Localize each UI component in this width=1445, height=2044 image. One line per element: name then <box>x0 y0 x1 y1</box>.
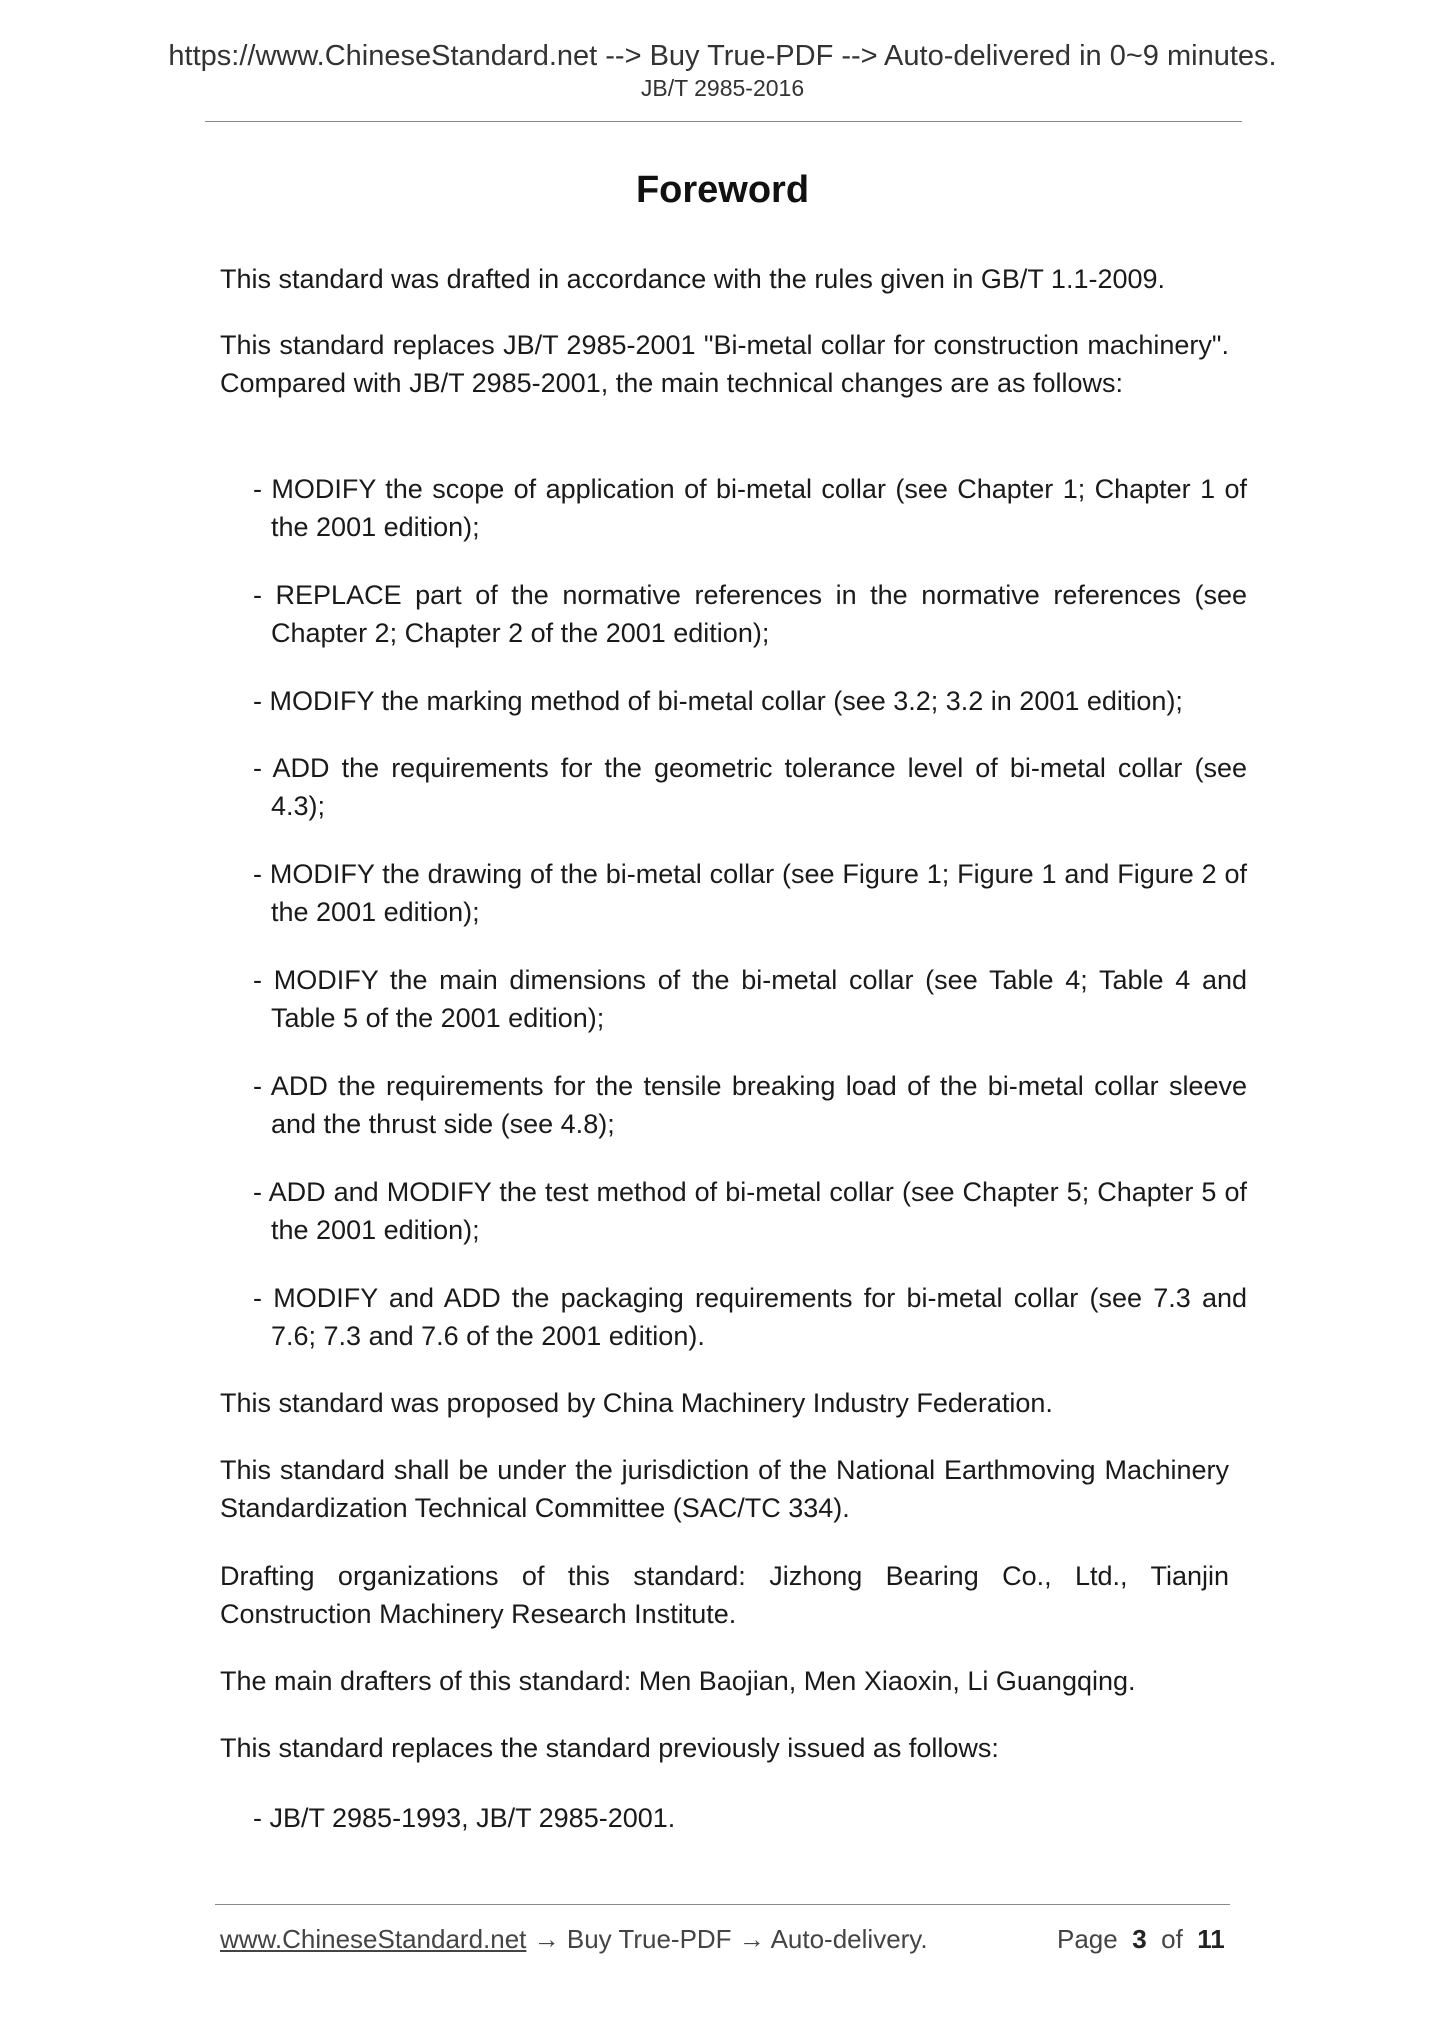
paragraph-replaces: This standard replaces JB/T 2985-2001 "Bi-metal collar for construction machinery". Compared with JB/T 2985-2001, the main technical changes are as follows: <box>220 330 1229 398</box>
change-item: - ADD the requirements for the geometric tolerance level of bi-metal collar (see 4.3); <box>253 753 1247 821</box>
page-of-label: of <box>1161 1924 1183 1954</box>
footer-tagline: → Buy True-PDF → Auto-delivery. <box>526 1924 928 1954</box>
previous-edition-item: - JB/T 2985-1993, JB/T 2985-2001. <box>253 1803 676 1833</box>
change-item: - MODIFY the main dimensions of the bi-metal collar (see Table 4; Table 4 and Table 5 of the 2001 edition); <box>253 965 1247 1033</box>
page-title: Foreword <box>635 169 810 211</box>
footer-website-link[interactable]: www.ChineseStandard.net <box>220 1924 527 1954</box>
page-current-number: 3 <box>1132 1924 1147 1954</box>
change-item: - MODIFY the marking method of bi-metal collar (see 3.2; 3.2 in 2001 edition); <box>253 686 1183 716</box>
paragraph-drafting-rules: This standard was drafted in accordance with the rules given in GB/T 1.1-2009. <box>220 264 1166 294</box>
footer-divider <box>215 1904 1230 1905</box>
page-total-number: 11 <box>1197 1924 1225 1954</box>
page-indicator <box>1057 1924 1225 1954</box>
paragraph-drafters: The main drafters of this standard: Men Baojian, Men Xiaoxin, Li Guangqing. <box>220 1666 1136 1696</box>
header-divider <box>205 121 1242 122</box>
change-item: - MODIFY and ADD the packaging requirements for bi-metal collar (see 7.3 and 7.6; 7.3 and 7.6 of the 2001 edition). <box>253 1283 1247 1351</box>
paragraph-drafting-organizations: Drafting organizations of this standard: Jizhong Bearing Co., Ltd., Tianjin Construction Machinery Research Institute. <box>220 1561 1229 1629</box>
page-label: Page <box>1057 1924 1118 1954</box>
paragraph-jurisdiction: This standard shall be under the jurisdiction of the National Earthmoving Machinery Standardization Technical Committee (SAC/TC 334). <box>220 1455 1229 1523</box>
change-item: - ADD the requirements for the tensile breaking load of the bi-metal collar sleeve and the thrust side (see 4.8); <box>253 1071 1247 1139</box>
top-banner: https://www.ChineseStandard.net --> Buy True-PDF --> Auto-delivered in 0~9 minutes. <box>168 40 1277 72</box>
change-item: - REPLACE part of the normative references in the normative references (see Chapter 2; Chapter 2 of the 2001 edition); <box>253 580 1247 648</box>
paragraph-previous-issues: This standard replaces the standard previously issued as follows: <box>220 1733 999 1763</box>
document-code: JB/T 2985-2016 <box>640 75 805 101</box>
change-item: - MODIFY the scope of application of bi-metal collar (see Chapter 1; Chapter 1 of the 2001 edition); <box>253 474 1247 542</box>
footer-promo <box>220 1924 928 1954</box>
paragraph-proposed-by: This standard was proposed by China Machinery Industry Federation. <box>220 1388 1053 1418</box>
change-item: - ADD and MODIFY the test method of bi-metal collar (see Chapter 5; Chapter 5 of the 2001 edition); <box>253 1177 1247 1245</box>
change-item: - MODIFY the drawing of the bi-metal collar (see Figure 1; Figure 1 and Figure 2 of the 2001 edition); <box>253 859 1247 927</box>
